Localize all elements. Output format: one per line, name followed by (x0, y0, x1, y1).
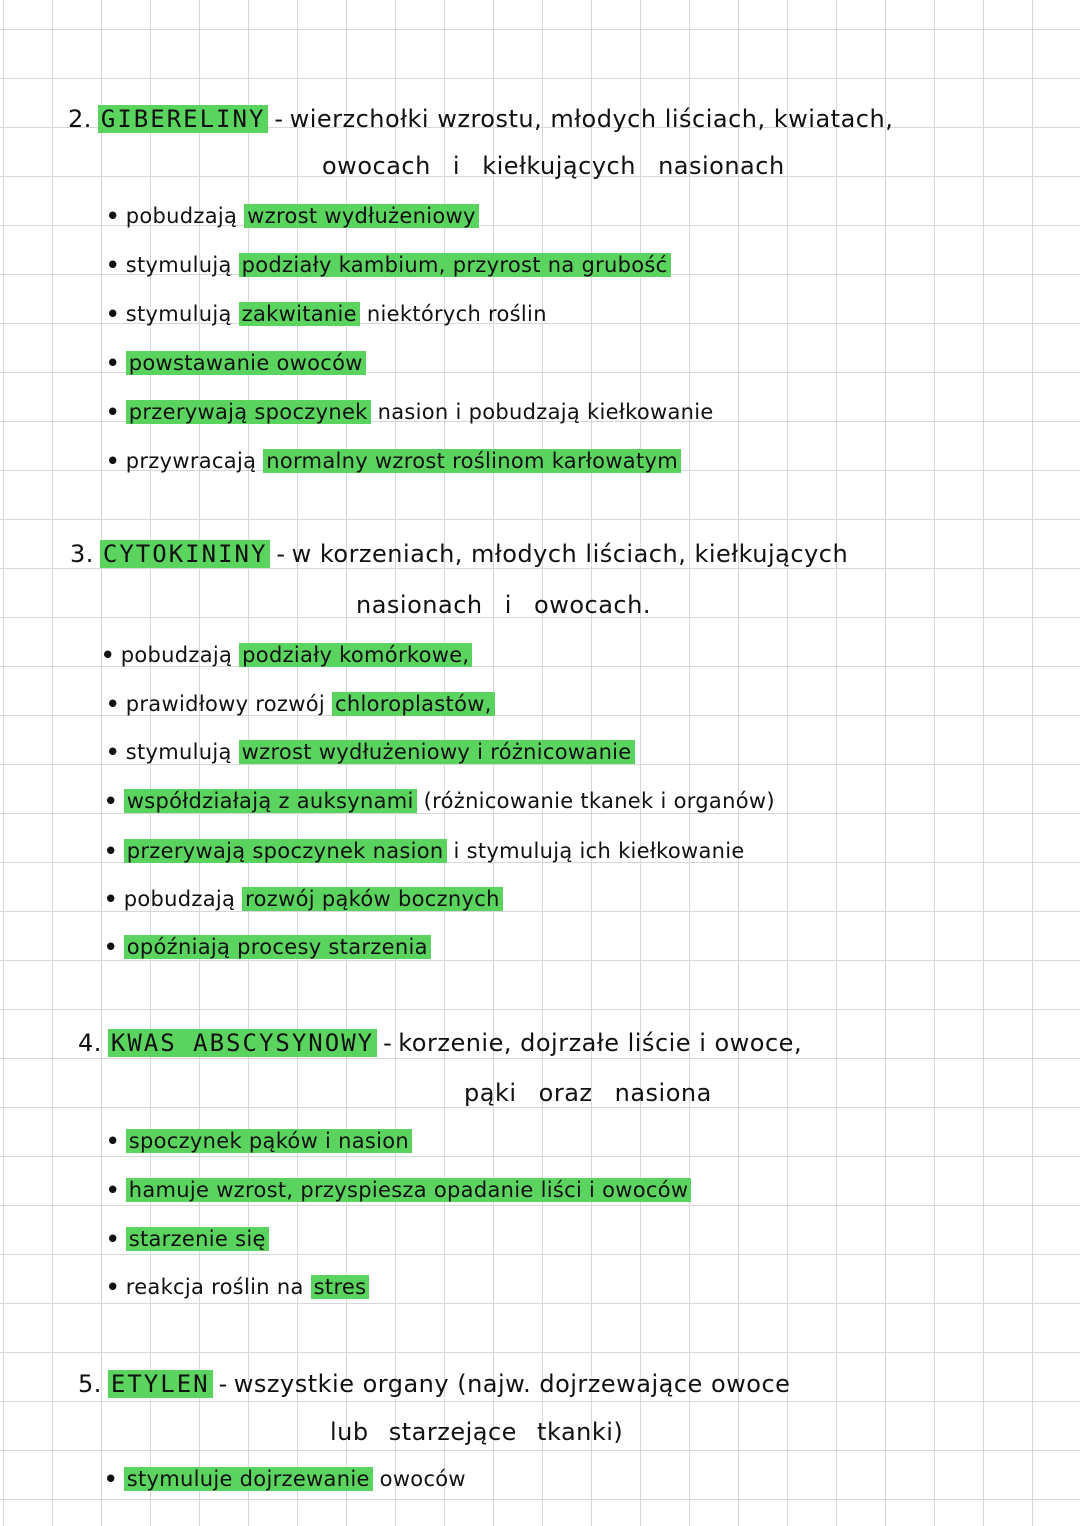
section-number: 3. (70, 540, 94, 568)
list-item: • reakcja roślin na stres (106, 1272, 369, 1302)
section-number: 4. (78, 1029, 102, 1057)
list-item: • hamuje wzrost, przyspiesza opadanie liści i owoców (106, 1175, 691, 1205)
list-item: • stymulują podziały kambium, przyrost na grubość (106, 250, 671, 280)
list-item: • stymulują wzrost wydłużeniowy i różnicowanie (106, 737, 635, 767)
hormone-name: GIBERELINY (98, 105, 269, 133)
section-number: 5. (78, 1370, 102, 1398)
list-item: • przywracają normalny wzrost roślinom karłowatym (106, 446, 681, 476)
separator: - (383, 1029, 393, 1057)
list-item: • pobudzają rozwój pąków bocznych (104, 884, 503, 914)
list-item: • przerywają spoczynek nasion i stymulują ich kiełkowanie (104, 839, 745, 863)
location-continuation: pąki oraz nasiona (464, 1079, 712, 1107)
hormone-name: CYTOKININY (100, 540, 271, 568)
hormone-name: ETYLEN (108, 1370, 213, 1398)
list-item: • powstawanie owoców (106, 348, 366, 378)
location-continuation: owocach i kiełkujących nasionach (322, 152, 785, 180)
list-item: • spoczynek pąków i nasion (106, 1126, 412, 1156)
separator: - (274, 105, 284, 133)
separator: - (276, 540, 286, 568)
location-text: w korzeniach, młodych liściach, kiełkujących (291, 540, 849, 568)
location-continuation: nasionach i owocach. (356, 591, 651, 619)
list-item: • przerywają spoczynek nasion i pobudzają kiełkowanie (106, 400, 714, 424)
section-heading (78, 1027, 802, 1059)
list-item: • współdziałają z auksynami (różnicowanie tkanek i organów) (104, 789, 775, 813)
list-item: • pobudzają wzrost wydłużeniowy (106, 201, 479, 231)
location-text: wszystkie organy (najw. dojrzewające owoce (233, 1370, 791, 1398)
section-number: 2. (68, 105, 92, 133)
hormone-name: KWAS ABSCYSYNOWY (108, 1029, 377, 1057)
section-heading (68, 103, 893, 135)
location-text: wierzchołki wzrostu, młodych liściach, kwiatach, (289, 105, 894, 133)
list-item: • stymulują zakwitanie niektórych roślin (106, 302, 547, 326)
location-text: korzenie, dojrzałe liście i owoce, (398, 1029, 803, 1057)
separator: - (218, 1370, 228, 1398)
section-heading (78, 1368, 790, 1400)
location-continuation: lub starzejące tkanki) (330, 1418, 624, 1446)
section-heading (70, 538, 848, 570)
list-item: • opóźniają procesy starzenia (104, 932, 431, 962)
list-item: • pobudzają podziały komórkowe, (101, 640, 472, 670)
list-item: • stymuluje dojrzewanie owoców (104, 1467, 466, 1491)
list-item: • starzenie się (106, 1224, 269, 1254)
list-item: • prawidłowy rozwój chloroplastów, (106, 689, 495, 719)
